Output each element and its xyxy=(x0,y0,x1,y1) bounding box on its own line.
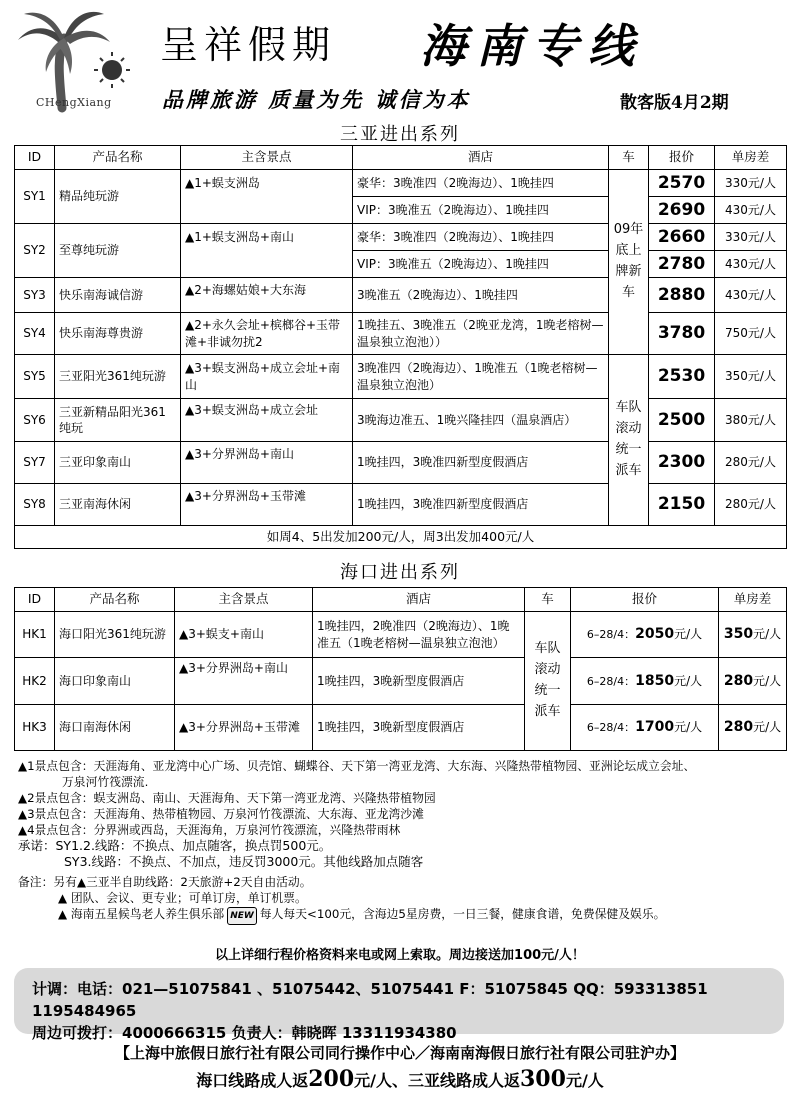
rebate-haikou: 200 xyxy=(308,1066,355,1092)
row-price: 2530 xyxy=(649,355,715,399)
header xyxy=(0,0,800,120)
car-fleet: 车队滚动统一派车 xyxy=(609,355,649,526)
row-name: 海口阳光361纯玩游 xyxy=(55,612,175,658)
haikou-header-row xyxy=(15,588,787,612)
row-diff-unit: 元/人 xyxy=(753,720,782,735)
row-diff: 280元/人 xyxy=(715,484,787,526)
row-hotel: VIP：3晚准五（2晚海边）、1晚挂四 xyxy=(353,251,609,278)
table-row xyxy=(15,313,787,355)
company-name: 呈祥假期 xyxy=(160,23,337,67)
sanya-section-title: 三亚进出系列 xyxy=(340,124,460,145)
row-date: 6–28/4： xyxy=(586,721,636,735)
row-price-unit: 元/人 xyxy=(674,720,703,735)
row-diff: 350元/人 xyxy=(715,355,787,399)
row-name: 海口南海休闲 xyxy=(55,705,175,751)
row-diff: 280元/人 xyxy=(715,442,787,484)
agency-line: 【上海中旅假日旅行社有限公司同行操作中心／海南南海假日旅行社有限公司驻沪办】 xyxy=(114,1044,685,1062)
row-diff: 280 xyxy=(723,672,754,689)
remark-3-text: ▲ 海南五星候鸟老人养生俱乐部 xyxy=(58,907,225,921)
row-name: 快乐南海尊贵游 xyxy=(55,313,181,355)
row-price: 2150 xyxy=(649,484,715,526)
rebate-text-a: 海口线路成人返 xyxy=(196,1071,309,1090)
sanya-header-row xyxy=(15,146,787,170)
row-hotel: 1晚挂四，3晚新型度假酒店 xyxy=(313,705,525,751)
row-diff: 750元/人 xyxy=(715,313,787,355)
table-row xyxy=(15,442,787,484)
table-row xyxy=(15,170,787,197)
row-id: HK3 xyxy=(15,705,55,751)
row-date: 6–28/4： xyxy=(586,628,636,642)
table-row xyxy=(15,399,787,442)
table-row xyxy=(15,484,787,526)
row-hotel: 豪华：3晚准四（2晚海边）、1晚挂四 xyxy=(353,170,609,197)
row-hotel: 3晚海边准五、1晚兴隆挂四（温泉酒店） xyxy=(353,399,609,442)
row-hotel: 1晚挂四，3晚新型度假酒店 xyxy=(313,658,525,705)
row-hotel: 1晚挂四，3晚准四新型度假酒店 xyxy=(353,442,609,484)
row-diff: 430元/人 xyxy=(715,278,787,313)
row-diff: 330元/人 xyxy=(715,224,787,251)
row-diff: 280 xyxy=(723,719,754,736)
haikou-table xyxy=(14,587,787,751)
row-price: 3780 xyxy=(649,313,715,355)
row-id: SY1 xyxy=(15,170,55,224)
row-price: 2690 xyxy=(649,197,715,224)
row-diff-cell xyxy=(719,612,787,658)
remark-2: ▲ 团队、会议、更专业；可单订房，单订机票。 xyxy=(58,891,307,905)
col-header-car: 车 xyxy=(525,588,571,612)
row-price: 2500 xyxy=(649,399,715,442)
row-id: SY4 xyxy=(15,313,55,355)
row-id: SY3 xyxy=(15,278,55,313)
row-hotel: VIP：3晚准五（2晚海边）、1晚挂四 xyxy=(353,197,609,224)
row-name: 三亚阳光361纯玩游 xyxy=(55,355,181,399)
row-price: 2780 xyxy=(649,251,715,278)
row-diff-unit: 元/人 xyxy=(753,673,782,688)
row-price: 1850 xyxy=(635,672,675,689)
row-price: 2570 xyxy=(649,170,715,197)
col-header-diff: 单房差 xyxy=(719,588,787,612)
row-hotel: 1晚挂四，2晚准四（2晚海边）、1晚准五（1晚老榕树—温泉独立泡池） xyxy=(313,612,525,658)
remark-1: 备注：另有▲三亚半自助线路：2天旅游+2天自由活动。 xyxy=(18,875,312,889)
row-diff: 430元/人 xyxy=(715,197,787,224)
notes xyxy=(18,758,788,925)
rebate-line xyxy=(0,1066,800,1092)
logo-text: CHengXiang xyxy=(36,96,112,109)
note-spots-4: ▲4景点包含：分界洲或西岛，天涯海角，万泉河竹筏漂流，兴隆热带雨林 xyxy=(18,823,401,837)
sanya-note: 如周4、5出发加200元/人，周3出发加400元/人 xyxy=(15,526,787,549)
row-spots: ▲3+分界洲岛+玉带滩 xyxy=(181,484,353,526)
row-spots: ▲1+蜈支洲岛 xyxy=(181,170,353,224)
edition: 散客版4月2期 xyxy=(620,93,729,113)
remark-3 xyxy=(18,906,788,925)
col-header-diff: 单房差 xyxy=(715,146,787,170)
row-spots: ▲3+蜈支洲岛+成立会址 xyxy=(181,399,353,442)
row-price-unit: 元/人 xyxy=(674,673,703,688)
contact-box xyxy=(14,968,784,1042)
row-id: HK1 xyxy=(15,612,55,658)
row-id: SY6 xyxy=(15,399,55,442)
row-date: 6–28/4： xyxy=(586,674,636,688)
row-diff: 330元/人 xyxy=(715,170,787,197)
table-row xyxy=(15,705,787,751)
sanya-note-row xyxy=(15,526,787,549)
row-price: 2050 xyxy=(635,626,675,643)
row-diff-unit: 元/人 xyxy=(753,627,782,642)
rebate-text-e: 元/人 xyxy=(565,1071,604,1090)
sanya-table xyxy=(14,145,787,549)
row-spots: ▲3+分界洲岛+玉带滩 xyxy=(175,705,313,751)
row-spots: ▲3+蜈支洲岛+成立会址+南山 xyxy=(181,355,353,399)
row-name: 至尊纯玩游 xyxy=(55,224,181,278)
row-spots: ▲3+分界洲岛+南山 xyxy=(175,658,313,705)
col-header-price: 报价 xyxy=(649,146,715,170)
row-hotel: 3晚准四（2晚海边）、1晚准五（1晚老榕树—温泉独立泡池） xyxy=(353,355,609,399)
row-name: 精品纯玩游 xyxy=(55,170,181,224)
table-row xyxy=(15,224,787,251)
row-price-cell xyxy=(571,705,719,751)
row-hotel: 3晚准五（2晚海边）、1晚挂四 xyxy=(353,278,609,313)
table-row xyxy=(15,612,787,658)
row-id: SY5 xyxy=(15,355,55,399)
row-price-cell xyxy=(571,612,719,658)
row-name: 三亚新精品阳光361纯玩 xyxy=(55,399,181,442)
row-price-unit: 元/人 xyxy=(674,627,703,642)
car-new: 09年底上牌新车 xyxy=(609,170,649,355)
row-diff-cell xyxy=(719,705,787,751)
row-id: HK2 xyxy=(15,658,55,705)
row-hotel: 1晚挂四，3晚准四新型度假酒店 xyxy=(353,484,609,526)
row-spots: ▲1+蜈支洲岛+南山 xyxy=(181,224,353,278)
row-hotel: 豪华：3晚准四（2晚海边）、1晚挂四 xyxy=(353,224,609,251)
note-spots-1: ▲1景点包含：天涯海角、亚龙湾中心广场、贝壳馆、蝴蝶谷、天下第一湾亚龙湾、大东海、兴隆热带植物园、亚洲论坛成立会址、 xyxy=(18,759,696,773)
col-header-id: ID xyxy=(15,588,55,612)
row-diff: 350 xyxy=(723,626,754,643)
col-header-name: 产品名称 xyxy=(55,146,181,170)
row-id: SY8 xyxy=(15,484,55,526)
row-spots: ▲2+永久会址+槟榔谷+玉带滩+非诚勿扰2 xyxy=(181,313,353,355)
note-spots-1-cont: 万泉河竹筏漂流. xyxy=(62,775,149,789)
row-price-cell xyxy=(571,658,719,705)
row-price: 2300 xyxy=(649,442,715,484)
promise-2: SY3.线路：不换点、不加点，违反罚3000元。其他线路加点随客 xyxy=(64,854,424,869)
rebate-text-c: 元/人、三亚线路成人返 xyxy=(354,1071,520,1090)
row-name: 快乐南海诚信游 xyxy=(55,278,181,313)
col-header-name: 产品名称 xyxy=(55,588,175,612)
row-price: 2660 xyxy=(649,224,715,251)
row-name: 海口印象南山 xyxy=(55,658,175,705)
col-header-hotel: 酒店 xyxy=(353,146,609,170)
slogan: 品牌旅游 质量为先 诚信为本 xyxy=(162,87,471,112)
note-spots-2: ▲2景点包含：蜈支洲岛、南山、天涯海角、天下第一湾亚龙湾、兴隆热带植物园 xyxy=(18,791,436,805)
note-spots-3: ▲3景点包含：天涯海角、热带植物园、万泉河竹筏漂流、大东海、亚龙湾沙滩 xyxy=(18,807,424,821)
row-price: 2880 xyxy=(649,278,715,313)
remark-3-detail: 每人每天<100元，含海边5星房费，一日三餐，健康食谱，免费保健及娱乐。 xyxy=(259,907,666,921)
row-name: 三亚南海休闲 xyxy=(55,484,181,526)
row-id: SY2 xyxy=(15,224,55,278)
row-diff: 380元/人 xyxy=(715,399,787,442)
col-header-hotel: 酒店 xyxy=(313,588,525,612)
contact-line-2: 周边可拨打：4000666315 负责人：韩晓晖 13311934380 xyxy=(32,1024,457,1042)
row-spots: ▲3+分界洲岛+南山 xyxy=(181,442,353,484)
row-hotel: 1晚挂五、3晚准五（2晚亚龙湾，1晚老榕树—温泉独立泡池）） xyxy=(353,313,609,355)
table-row xyxy=(15,278,787,313)
footnote: 以上详细行程价格资料来电或网上索取。周边接送加100元/人！ xyxy=(215,948,585,963)
row-diff: 430元/人 xyxy=(715,251,787,278)
col-header-price: 报价 xyxy=(571,588,719,612)
row-id: SY7 xyxy=(15,442,55,484)
rebate-sanya: 300 xyxy=(520,1066,566,1092)
row-name: 三亚印象南山 xyxy=(55,442,181,484)
row-spots: ▲3+蜈支+南山 xyxy=(175,612,313,658)
new-badge-icon: NEW xyxy=(227,907,257,925)
promise-1: 承诺：SY1.2.线路：不换点、加点随客，换点罚500元。 xyxy=(18,838,332,853)
row-price: 1700 xyxy=(635,719,675,736)
car-fleet: 车队滚动统一派车 xyxy=(525,612,571,751)
contact-line-1: 计调：电话：021—51075841 、51075442、51075441 F：51075845 QQ：593313851 1195484965 xyxy=(32,980,708,1020)
haikou-section-title: 海口进出系列 xyxy=(340,562,460,583)
table-row xyxy=(15,658,787,705)
row-diff-cell xyxy=(719,658,787,705)
col-header-car: 车 xyxy=(609,146,649,170)
col-header-spots: 主含景点 xyxy=(175,588,313,612)
line-title: 海南专线 xyxy=(420,19,644,73)
table-row xyxy=(15,355,787,399)
col-header-spots: 主含景点 xyxy=(181,146,353,170)
col-header-id: ID xyxy=(15,146,55,170)
row-spots: ▲2+海螺姑娘+大东海 xyxy=(181,278,353,313)
